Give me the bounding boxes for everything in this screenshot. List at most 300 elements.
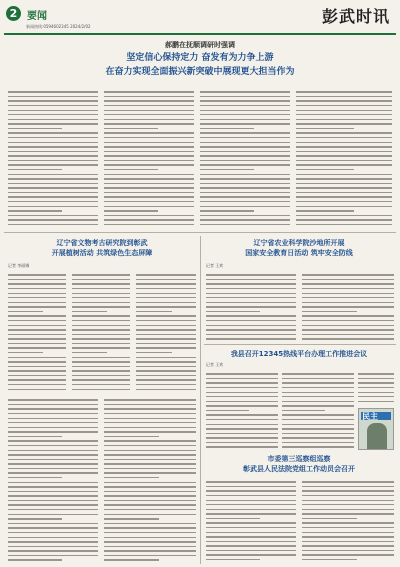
text-line xyxy=(72,379,130,380)
text-line xyxy=(296,123,392,124)
text-line xyxy=(136,329,196,330)
text-line xyxy=(200,215,290,216)
text-line xyxy=(136,343,196,344)
text-line xyxy=(296,110,392,111)
text-line xyxy=(136,293,196,294)
text-line xyxy=(104,541,196,542)
text-line xyxy=(8,279,66,280)
text-line xyxy=(282,410,325,411)
text-line xyxy=(282,437,354,438)
text-line xyxy=(8,541,98,542)
text-line xyxy=(104,440,196,441)
text-line xyxy=(200,128,254,129)
text-line xyxy=(282,446,354,447)
text-line xyxy=(8,164,98,165)
text-line xyxy=(206,554,296,555)
right-bottom-col-2 xyxy=(302,478,394,562)
text-line xyxy=(296,224,392,225)
page-number: 2 xyxy=(6,6,21,21)
text-line xyxy=(8,559,62,560)
text-line xyxy=(136,288,196,289)
text-line xyxy=(72,375,130,376)
text-line xyxy=(136,375,196,376)
text-line xyxy=(206,382,278,383)
text-line xyxy=(8,404,98,405)
text-line xyxy=(8,518,62,519)
text-line xyxy=(302,288,394,289)
text-line xyxy=(8,357,66,358)
text-line xyxy=(104,169,158,170)
text-line xyxy=(200,91,290,92)
text-line xyxy=(206,513,296,514)
left-body-col-1 xyxy=(8,271,66,391)
text-line xyxy=(8,183,98,184)
text-line xyxy=(358,382,394,383)
right-mid-byline: 记者 王欢 xyxy=(206,362,224,367)
text-line xyxy=(296,114,392,115)
text-line xyxy=(282,396,354,397)
text-line xyxy=(302,500,394,501)
text-line xyxy=(104,459,196,460)
text-line xyxy=(206,414,278,415)
text-line xyxy=(136,338,196,339)
text-line xyxy=(206,424,278,425)
text-line xyxy=(104,504,196,505)
text-line xyxy=(302,532,394,533)
text-line xyxy=(282,405,354,406)
text-line xyxy=(302,513,394,514)
text-line xyxy=(8,137,98,138)
text-line xyxy=(206,329,296,330)
text-line xyxy=(136,366,196,367)
text-line xyxy=(296,178,392,179)
text-line xyxy=(206,446,278,447)
text-line xyxy=(206,532,296,533)
text-line xyxy=(8,486,98,487)
divider-right-mid xyxy=(204,344,396,345)
text-line xyxy=(104,486,196,487)
text-line xyxy=(72,357,130,358)
text-line xyxy=(8,389,66,390)
text-line xyxy=(8,132,98,133)
text-line xyxy=(8,514,98,515)
text-line xyxy=(104,454,196,455)
lead-body-col-3 xyxy=(200,88,290,228)
text-line xyxy=(200,183,290,184)
text-line xyxy=(8,500,98,501)
left-body-col-2 xyxy=(72,271,130,391)
text-line xyxy=(296,96,392,97)
text-line xyxy=(282,442,354,443)
text-line xyxy=(302,495,394,496)
text-line xyxy=(296,100,392,101)
text-line xyxy=(8,463,98,464)
text-line xyxy=(104,546,196,547)
text-line xyxy=(302,490,394,491)
text-line xyxy=(296,128,354,129)
text-line xyxy=(302,283,394,284)
text-line xyxy=(206,442,278,443)
text-line xyxy=(206,401,278,402)
text-line xyxy=(302,481,394,482)
text-line xyxy=(136,347,196,348)
text-line xyxy=(206,518,260,519)
text-line xyxy=(302,302,394,303)
text-line xyxy=(200,169,254,170)
text-line xyxy=(104,537,196,538)
text-line xyxy=(296,164,392,165)
text-line xyxy=(8,422,98,423)
text-line xyxy=(296,206,392,207)
text-line xyxy=(8,436,62,437)
right-bottom-col-1 xyxy=(206,478,296,562)
text-line xyxy=(8,105,98,106)
text-line xyxy=(358,378,394,379)
lead-title-line1: 坚定信心保持定力 奋发有为力争上游 xyxy=(126,53,274,63)
text-line xyxy=(206,283,296,284)
text-line xyxy=(206,288,296,289)
left-story-byline: 记者 李丽娜 xyxy=(8,263,30,268)
text-line xyxy=(136,325,196,326)
text-line xyxy=(8,146,98,147)
text-line xyxy=(296,187,392,188)
text-line xyxy=(358,396,394,397)
text-line xyxy=(8,537,98,538)
section-title: 要闻 xyxy=(27,11,47,22)
text-line xyxy=(104,445,196,446)
text-line xyxy=(302,541,394,542)
text-line xyxy=(206,293,296,294)
text-line xyxy=(8,338,66,339)
text-line xyxy=(72,274,130,275)
text-line xyxy=(104,123,194,124)
text-line xyxy=(302,320,394,321)
text-line xyxy=(8,454,98,455)
text-line xyxy=(206,306,296,307)
text-line xyxy=(8,311,43,312)
text-line xyxy=(104,523,196,524)
text-line xyxy=(104,450,196,451)
text-line xyxy=(136,384,196,385)
lead-kicker: 郝鹏在抚顺调研时强调 xyxy=(165,41,235,49)
text-line xyxy=(206,559,260,560)
text-line xyxy=(296,155,392,156)
text-line xyxy=(206,500,296,501)
text-line xyxy=(200,201,290,202)
text-line xyxy=(8,370,66,371)
text-line xyxy=(72,361,130,362)
text-line xyxy=(8,283,66,284)
text-line xyxy=(8,196,98,197)
text-line xyxy=(8,468,98,469)
text-line xyxy=(206,325,296,326)
right-mid-col-1 xyxy=(206,370,278,450)
text-line xyxy=(104,105,194,106)
text-line xyxy=(72,293,130,294)
text-line xyxy=(104,518,159,519)
text-line xyxy=(302,315,394,316)
text-line xyxy=(206,392,278,393)
text-line xyxy=(206,495,296,496)
text-line xyxy=(282,428,354,429)
right-mid-col-2 xyxy=(282,370,354,450)
text-line xyxy=(200,119,290,120)
text-line xyxy=(8,201,98,202)
right-top-byline: 记者 王欢 xyxy=(206,263,224,268)
left-body-col-3 xyxy=(136,271,196,391)
text-line xyxy=(136,297,196,298)
text-line xyxy=(200,206,290,207)
text-line xyxy=(104,527,196,528)
text-line xyxy=(206,373,278,374)
text-line xyxy=(104,196,194,197)
text-line xyxy=(8,174,98,175)
text-line xyxy=(104,224,194,225)
text-line xyxy=(302,554,394,555)
text-line xyxy=(302,338,394,339)
text-line xyxy=(296,151,392,152)
text-line xyxy=(104,463,196,464)
text-line xyxy=(8,418,98,419)
text-line xyxy=(8,375,66,376)
text-line xyxy=(8,100,98,101)
text-line xyxy=(8,151,98,152)
text-line xyxy=(206,527,296,528)
text-line xyxy=(104,160,194,161)
text-line xyxy=(200,210,254,211)
text-line xyxy=(104,413,196,414)
text-line xyxy=(104,215,194,216)
text-line xyxy=(8,482,98,483)
text-line xyxy=(8,219,98,220)
text-line xyxy=(8,110,98,111)
left-body-lower-col-2 xyxy=(104,396,196,562)
text-line xyxy=(282,401,354,402)
text-line xyxy=(282,433,354,434)
text-line xyxy=(206,320,296,321)
text-line xyxy=(206,437,278,438)
text-line xyxy=(104,192,194,193)
text-line xyxy=(296,137,392,138)
text-line xyxy=(8,491,98,492)
text-line xyxy=(302,311,357,312)
text-line xyxy=(200,132,290,133)
text-line xyxy=(8,329,66,330)
text-line xyxy=(8,504,98,505)
text-line xyxy=(104,174,194,175)
text-line xyxy=(200,196,290,197)
text-line xyxy=(302,522,394,523)
text-line xyxy=(302,279,394,280)
text-line xyxy=(104,532,196,533)
text-line xyxy=(136,306,196,307)
text-line xyxy=(296,142,392,143)
text-line xyxy=(8,477,62,478)
lead-headline xyxy=(0,37,400,83)
text-line xyxy=(8,427,98,428)
text-line xyxy=(200,123,290,124)
text-line xyxy=(8,169,62,170)
text-line xyxy=(206,378,278,379)
text-line xyxy=(72,347,130,348)
masthead xyxy=(0,0,400,40)
text-line xyxy=(200,151,290,152)
right-top-story-title xyxy=(204,238,394,258)
text-line xyxy=(296,201,392,202)
text-line xyxy=(200,219,290,220)
text-line xyxy=(72,343,130,344)
text-line xyxy=(200,174,290,175)
text-line xyxy=(8,343,66,344)
text-line xyxy=(302,306,394,307)
text-line xyxy=(282,424,354,425)
text-line xyxy=(296,146,392,147)
text-line xyxy=(200,160,290,161)
text-line xyxy=(72,311,107,312)
text-line xyxy=(200,100,290,101)
right-top-title-line1: 辽宁省农业科学院沙地所开展 xyxy=(253,239,345,247)
text-line xyxy=(104,210,158,211)
text-line xyxy=(104,91,194,92)
right-top-col-1 xyxy=(206,271,296,341)
text-line xyxy=(200,155,290,156)
text-line xyxy=(302,527,394,528)
text-line xyxy=(104,495,196,496)
text-line xyxy=(104,482,196,483)
text-line xyxy=(104,509,196,510)
text-line xyxy=(206,297,296,298)
text-line xyxy=(104,132,194,133)
text-line xyxy=(206,274,296,275)
text-line xyxy=(136,389,196,390)
text-line xyxy=(72,315,130,316)
text-line xyxy=(302,334,394,335)
text-line xyxy=(8,366,66,367)
text-line xyxy=(206,545,296,546)
text-line xyxy=(8,431,98,432)
text-line xyxy=(302,329,394,330)
text-line xyxy=(206,509,296,510)
text-line xyxy=(358,387,394,388)
text-line xyxy=(104,164,194,165)
left-body-lower-col-1 xyxy=(8,396,98,562)
text-line xyxy=(302,297,394,298)
news-photo xyxy=(358,408,394,450)
text-line xyxy=(296,169,354,170)
text-line xyxy=(358,401,394,402)
edition-info: 新闻热线:0594602345 2024/2/02 xyxy=(26,24,91,29)
text-line xyxy=(72,334,130,335)
text-line xyxy=(296,132,392,133)
text-line xyxy=(104,550,196,551)
text-line xyxy=(206,536,296,537)
right-bottom-title-line2: 彰武县人民法院党组工作动员会召开 xyxy=(243,465,355,473)
text-line xyxy=(8,527,98,528)
text-line xyxy=(8,123,98,124)
text-line xyxy=(104,500,196,501)
text-line xyxy=(8,413,98,414)
text-line xyxy=(206,522,296,523)
center-divider xyxy=(200,236,201,564)
text-line xyxy=(200,164,290,165)
right-bottom-title-line1: 市委第三巡察组巡察 xyxy=(267,455,331,463)
text-line xyxy=(72,283,130,284)
text-line xyxy=(72,320,130,321)
photo-caption: 民主 xyxy=(362,412,378,421)
text-line xyxy=(302,536,394,537)
text-line xyxy=(296,174,392,175)
text-line xyxy=(8,399,98,400)
left-story-title-line2: 开展植树活动 共筑绿色生态屏障 xyxy=(51,249,153,257)
text-line xyxy=(8,384,66,385)
text-line xyxy=(8,379,66,380)
text-line xyxy=(206,433,278,434)
text-line xyxy=(104,146,194,147)
text-line xyxy=(104,431,196,432)
text-line xyxy=(296,196,392,197)
text-line xyxy=(72,302,130,303)
text-line xyxy=(136,283,196,284)
text-line xyxy=(8,546,98,547)
text-line xyxy=(72,370,130,371)
text-line xyxy=(296,192,392,193)
text-line xyxy=(104,114,194,115)
text-line xyxy=(200,178,290,179)
divider-lead xyxy=(4,232,396,233)
text-line xyxy=(8,352,43,353)
text-line xyxy=(104,137,194,138)
text-line xyxy=(200,96,290,97)
masthead-rule xyxy=(4,33,396,35)
text-line xyxy=(282,419,354,420)
text-line xyxy=(136,357,196,358)
text-line xyxy=(8,142,98,143)
text-line xyxy=(136,311,172,312)
text-line xyxy=(358,392,394,393)
text-line xyxy=(206,481,296,482)
text-line xyxy=(8,325,66,326)
lead-body-col-1 xyxy=(8,88,98,228)
text-line xyxy=(72,306,130,307)
lead-body-col-2 xyxy=(104,88,194,228)
text-line xyxy=(8,509,98,510)
text-line xyxy=(8,210,62,211)
text-line xyxy=(8,459,98,460)
text-line xyxy=(104,119,194,120)
text-line xyxy=(104,468,196,469)
text-line xyxy=(206,490,296,491)
text-line xyxy=(206,311,260,312)
text-line xyxy=(104,219,194,220)
text-line xyxy=(302,274,394,275)
text-line xyxy=(104,201,194,202)
text-line xyxy=(296,119,392,120)
text-line xyxy=(136,315,196,316)
text-line xyxy=(8,472,98,473)
text-line xyxy=(104,491,196,492)
text-line xyxy=(8,288,66,289)
text-line xyxy=(72,279,130,280)
text-line xyxy=(8,178,98,179)
text-line xyxy=(104,422,196,423)
left-story-title xyxy=(8,238,196,258)
text-line xyxy=(206,302,296,303)
text-line xyxy=(104,514,196,515)
right-mid-story-title: 我县召开12345热线平台办理工作推进会议 xyxy=(230,350,368,358)
text-line xyxy=(8,495,98,496)
text-line xyxy=(8,523,98,524)
text-line xyxy=(296,215,392,216)
